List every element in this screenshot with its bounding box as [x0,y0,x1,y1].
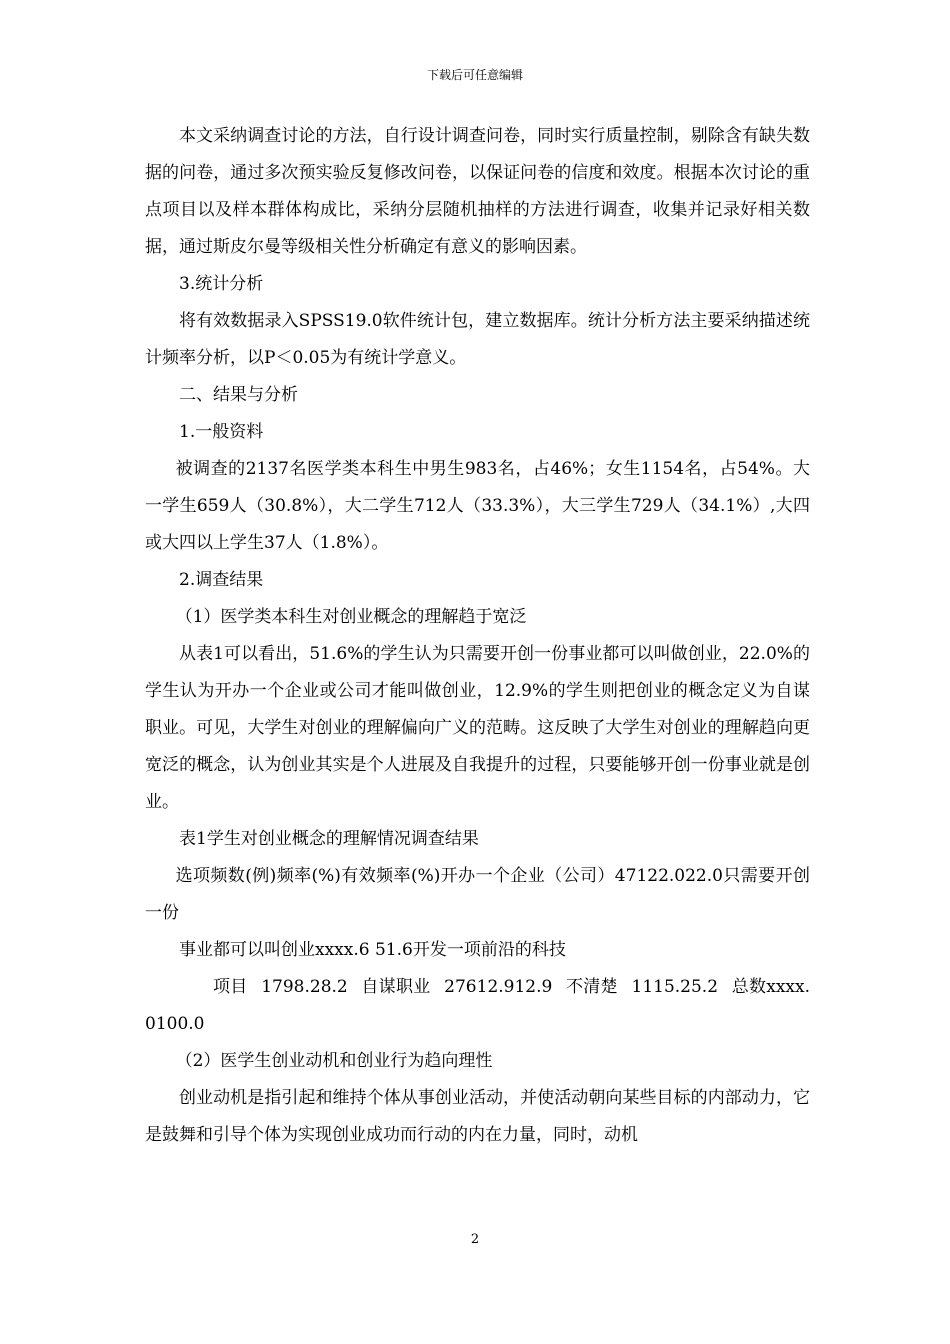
paragraph-motivation: 创业动机是指引起和维持个体从事创业活动，并使活动朝向某些目标的内部动力，它是鼓舞和引导个体为实现创业成功而行动的内在力量，同时，动机 [145,1088,810,1145]
heading-statistics: 3.统计分析 [179,274,264,294]
page-number: 2 [470,1232,480,1247]
document-body [145,118,810,1154]
subheading-concept: （1）医学类本科生对创业概念的理解趋于宽泛 [175,607,527,627]
paragraph-general-info: 被调查的2137名医学类本科生中男生983名，占46%；女生1154名，占54%。大一学生659人（30.8%），大二学生712人（33.3%），大三学生729人（34.1%）,大四或大四以上学生37人（1.8%）。 [145,459,810,553]
paragraph-concept: 从表1可以看出，51.6%的学生认为只需要开创一份事业都可以叫做创业，22.0%的学生认为开办一个企业或公司才能叫做创业，12.9%的学生则把创业的概念定义为自谋职业。可见，大学生对创业的理解偏向广义的范畴。这反映了大学生对创业的理解趋向更宽泛的概念，认为创业其实是个人进展及自我提升的过程，只要能够开创一份事业就是创业。 [145,644,810,812]
paragraph-method: 本文采纳调查讨论的方法，自行设计调查问卷，同时实行质量控制，剔除含有缺失数据的问卷，通过多次预实验反复修改问卷，以保证问卷的信度和效度。根据本次讨论的重点项目以及样本群体构成比，采纳分层随机抽样的方法进行调查，收集并记录好相关数据，通过斯皮尔曼等级相关性分析确定有意义的影响因素。 [145,126,810,257]
table-row-text: 项目 1798.28.2 自谋职业 27612.912.9 不清楚 1115.25.2 总数xxxx.0100.0 [145,977,810,1034]
table-row-text: 选项频数(例)频率(%)有效频率(%)开办一个企业（公司）47122.022.0只需要开创一份 [145,866,810,923]
table-row-text: 事业都可以叫创业xxxx.6 51.6开发一项前沿的科技 [179,940,566,960]
subheading-motivation: （2）医学生创业动机和创业行为趋向理性 [175,1051,493,1071]
heading-general-info: 1.一般资料 [179,422,264,442]
paragraph-statistics: 将有效数据录入SPSS19.0软件统计包，建立数据库。统计分析方法主要采纳描述统计频率分析，以P＜0.05为有统计学意义。 [145,311,810,368]
heading-survey-results: 2.调查结果 [179,570,264,590]
page-header: 下载后可任意编辑 [426,68,523,82]
heading-results: 二、结果与分析 [179,385,298,405]
table-caption: 表1学生对创业概念的理解情况调查结果 [179,829,479,849]
